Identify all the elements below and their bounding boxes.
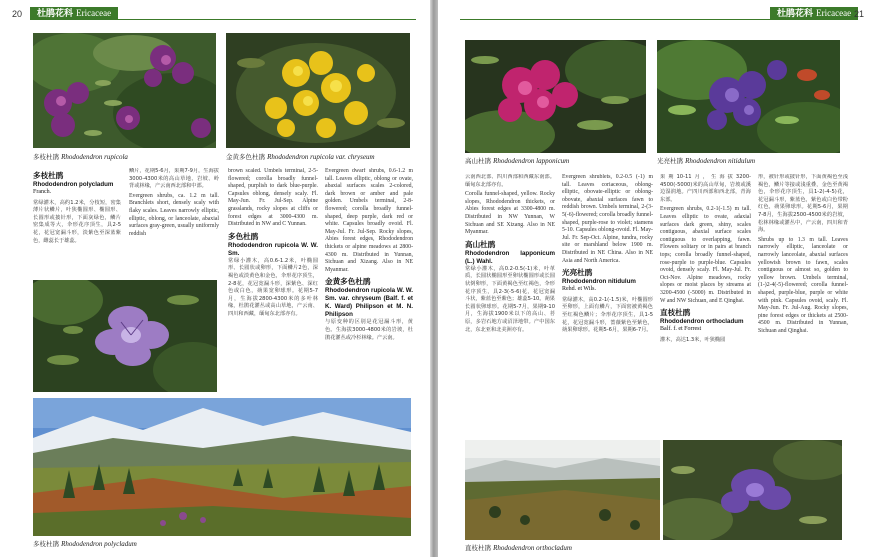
text-column-4 (325, 168, 413, 394)
photo-rhododendron-chryseum (226, 33, 410, 148)
caption-sci: Rhododendron rupicola (61, 153, 128, 161)
species-description-en: Shrubs up to 1.3 m tall. Leaves narrowly elliptic, lanceolate or narrowly lanceolate, abaxial surfaces yellowish brown to fawn, scales contiguous or almost so, golden to yellow brown. Umbels terminal, (1-)2-4(-5)-flowered; corolla funnel-shaped, purple-blue, purple or white with pink. Capsules ovoid, scaly. Fl. May-Jun. Fr. Jul-Aug. Rocky slopes, pine forest edges or thickets at 2500-4500 m. Distributed in Yunnan, Sichuan and Qinghai. (758, 236, 848, 334)
species-description-cn: 常绿灌木，高0.2-1(-1.5)米，叶椭圆形至卵形，上面有鳞片，下面密被黄褐色至红褐色鳞片；伞形花序顶生，具1-5花，花冠宽漏斗形，蔷薇紫色至紫色，蒴果卵球形。花期5-6月，果期6-7月。 (562, 296, 653, 334)
species-scientific-name: Rhododendron nitidulum (562, 278, 636, 286)
photo-rhododendron-polycladum-landscape (33, 398, 411, 536)
description-cn-continued: 形，被针形或披针形，下面黄褐色至浅褐色，鳞片等接或浅重叠，金色至黄褐色，伞形花序顶生，具1-2(-4-5)花，花冠漏斗形，紫蓝色，紫色或白色带粉红色，蒴果卵球形。花期5-6月，果期7-8月，生海拔2500-4500米的岩坡，松林林缘或灌丛中，产云南，四川和青海。 (758, 174, 848, 234)
text-column-4 (758, 174, 848, 430)
caption-nitidulum (657, 156, 755, 165)
caption-sci: Rhododendron orthocladum (493, 544, 572, 552)
caption-lapponicum (465, 156, 569, 165)
right-page (438, 0, 872, 557)
caption-cn: 光亮杜鹃 (657, 157, 683, 165)
species-author: Balf. f. et Forrest (660, 326, 702, 333)
photo-rhododendron-orthocladum-landscape (465, 440, 660, 540)
species-description-cn: 灌木，高达1.3米，叶狭椭圆 (660, 336, 726, 343)
page-number: 21 (854, 9, 865, 19)
species-title: 多色杜鹃 (228, 231, 259, 241)
description-en-continued: Corolla funnel-shaped, yellow. Rocky slopes, Rhododendron thickets, or Abies forest edges at 3300-4800 m. Distributed in NW Yunnan, W Sichuan and SE Xizang. Also in NE Myanmar. (465, 191, 555, 236)
caption-sci: Rhododendron lapponicum (493, 157, 570, 165)
species-scientific-name: Rhododendron orthocladum (660, 318, 744, 326)
species-description-en: Evergreen dwarf shrubs, 0.6-1.2 m tall. Leaves elliptic, oblong or ovate, abaxial surfaces scales 2-colored, dark brown or amber and pale golden. Umbels terminal, 2-8-flowered; corolla broadly funnel-shaped, deep purple, dark red or white. Capsules broadly ovoid. Fl. May-Jul. Fr. Jul-Sep. Rocky slopes, Abies forest edges, Rhododendron thickets or alpine meadows at 2800-4300 m. Distributed in Yunnan, Sichuan and Xizang. Also in NE Myanmar. (325, 168, 413, 273)
photo-rhododendron-polycladum-flower (33, 280, 217, 392)
photo-rhododendron-orthocladum-flower (663, 440, 842, 540)
species-description-cn: 常绿小灌木，高0.6-1.2米，叶椭圆形、长圆状或卵形，下面鳞片2色，深褐色或淡黄色和金色，伞形花序顶生，2-8花，花冠宽漏斗形，深紫色、深红色或白色，蒴果宽卵球形。花期5-7月，生海拔2800-4300米的多叶林缘，杜鹃花灌丛或高山草地，产云南、四川和西藏，缅甸东北部亦有。 (228, 257, 318, 317)
caption-cn: 直枝杜鹃 (465, 544, 491, 552)
species-scientific-name: Rhododendron polycladum (33, 181, 114, 188)
photo-rhododendron-nitidulum (657, 40, 840, 153)
text-column-2 (562, 174, 653, 430)
species-title: 金黄多色杜鹃 (325, 277, 371, 287)
caption-cn: 多枝杜鹃 (33, 153, 59, 161)
caption-sci: Rhododendron rupicola var. chryseum (267, 153, 375, 161)
header-family-en: Ericaceae (816, 8, 852, 18)
description-cn-continued: 果期10-11月，生海拔3200-4500(-5000)米的高山草甸，岩坡或溪边湿润地。产四川西部和西北部，青海东部。 (660, 174, 751, 203)
species-description-en: Evergreen shrublets, 0.2-0.5 (-1) m tall. Leaves coriaceous, oblong-elliptic, obovate-elliptic or oblong-obovate, abaxial surfaces fawn to reddish brown. Umbels terminal, 2-(3-5(-6)-flowered; corolla broadly funnel-shaped, purple-rose to violet; stamens 5-10. Capsules oblong-ovoid. Fl. May-Jul. Fr. Sep-Oct. Alpine, tundra, rocky site or marshland below 1900 m. Distributed in NE China. Also in NE Asia and North America. (562, 174, 653, 264)
species-description-cn: 常绿小灌木，高0.2-0.5(-1)米，叶革质，长圆状椭圆形至卵状椭圆形或长圆状倒卵形，下面黄褐色至红褐色，伞形花序顶生，具2-3(-5-6)花，花冠宽漏斗状，紫蓝色至紫色；雄蕊5-10。蒴果长圆状卵球形。花期5-7月，果期9-10月，生海拔1900米以下的高山、苔原，多岩石地方或沼泽地带。产中国东北，东北亚和北美洲亦有。 (465, 265, 555, 333)
caption-sci: Rhododendron nitidulum (685, 157, 756, 165)
caption-cn: 金黄多色杜鹃 (226, 153, 265, 161)
species-author: Rehd. et Wils. (562, 286, 596, 293)
description-cn-continued: 鳞片，花期5-6月，果期7-9月，生海拔3000-4300米的高山草地、岩坡、岭背或林缘，产云南西北部和中部。 (129, 168, 219, 190)
left-page (0, 0, 430, 557)
species-scientific-name: Rhododendron rupicola W. W. Sm. var. chryseum (Balf. f. et K. Ward) Philipson et M. N. Philipson (325, 287, 413, 319)
description-en-continued: brown scaled. Umbels terminal, 2-5-flowered; corolla broadly funnel-shaped, purplish to dark blue-purple. Capsules oblong, densely scaly. Fl. May-Jun. Fr. Jul-Sep. Alpine grasslands, rocky slopes at cliffs or forest edges at 3000-4300 m. Distributed in NW and C Yunnan. (228, 168, 318, 228)
text-column-1 (465, 174, 555, 430)
species-scientific-name: Rhododendron rupicola W. W. Sm. (228, 241, 318, 257)
text-column-3 (228, 168, 318, 394)
photo-rhododendron-rupicola (33, 33, 216, 148)
species-title: 高山杜鹃 (465, 239, 496, 249)
description-cn-continued: 云南西北部、四川西部和西藏东南部。缅甸东北部亦有。 (465, 174, 555, 188)
book-gutter (430, 0, 438, 557)
header-family-cn: 杜鹃花科 (37, 9, 74, 19)
caption-chryseum (226, 152, 375, 161)
caption-cn: 高山杜鹃 (465, 157, 491, 165)
species-description-en: Evergreen shrubs, ca. 1.2 m tall. Branchlets short, densely scaly with flaky scales. Leaves narrowly elliptic, elliptic, oblong, or lanceolate, abaxial surfaces gray-green, usually uniformly reddish (129, 192, 219, 237)
species-author: Franch. (33, 189, 52, 195)
header-family-cn: 杜鹃花科 (777, 9, 814, 19)
species-title: 直枝杜鹃 (660, 308, 691, 318)
caption-rupicola (33, 152, 128, 161)
section-header (770, 7, 858, 20)
species-description-en: Evergreen shrubs, 0.2-1(-1.5) m tall. Leaves elliptic to ovate, adaxial surfaces dark green, shiny, scales contiguous, abaxial surface scales contiguous to overlapping, fawn. Flowers solitary or in pairs at branch tops; corolla broadly funnel-shaped, rose-purple to purple-blue. Capsules ovoid, densely scaly. Fl. May-Jul. Fr. Oct-Nov. Alpine meadows, rocky slopes or moist places by streams at 3200-4500 (-5000) m. Distributed in W and NW Sichuan, and E Qinghai. (660, 206, 751, 304)
caption-orthocladum (465, 543, 572, 552)
photo-rhododendron-lapponicum (465, 40, 646, 153)
species-title: 多枝杜鹃 (33, 171, 64, 180)
text-column-2 (129, 168, 219, 278)
species-scientific-name: Rhododendron lapponicum (L.) Wahl. (465, 249, 555, 265)
text-column-3 (660, 174, 751, 430)
caption-cn: 多枝杜鹃 (33, 540, 59, 548)
caption-sci: Rhododendron polycladum (61, 540, 137, 548)
species-description-cn: 常绿灌木，高约1.2米，分枝短，密集薄片状鳞片，叶狭椭圆形、椭圆形、长圆形或披针形，下面灰绿色，鳞片密集成等大，伞形花序顶生，具2-5花，花冠宽漏斗形，淡紫色至深蓝紫色，雌蕊长于雄蕊。 (33, 199, 121, 244)
header-rule (30, 19, 416, 20)
species-description-cn: 与原变种的区别是花冠漏斗形，黄色。生海拔3000-4800米的岩坡，杜鹃花灌丛或冷杉林缘。产云南。 (325, 319, 413, 341)
page-number: 20 (12, 9, 23, 19)
text-column-1 (33, 168, 121, 278)
caption-polycladum (33, 539, 137, 548)
header-family-en: Ericaceae (76, 8, 112, 18)
species-title: 光亮杜鹃 (562, 268, 593, 278)
